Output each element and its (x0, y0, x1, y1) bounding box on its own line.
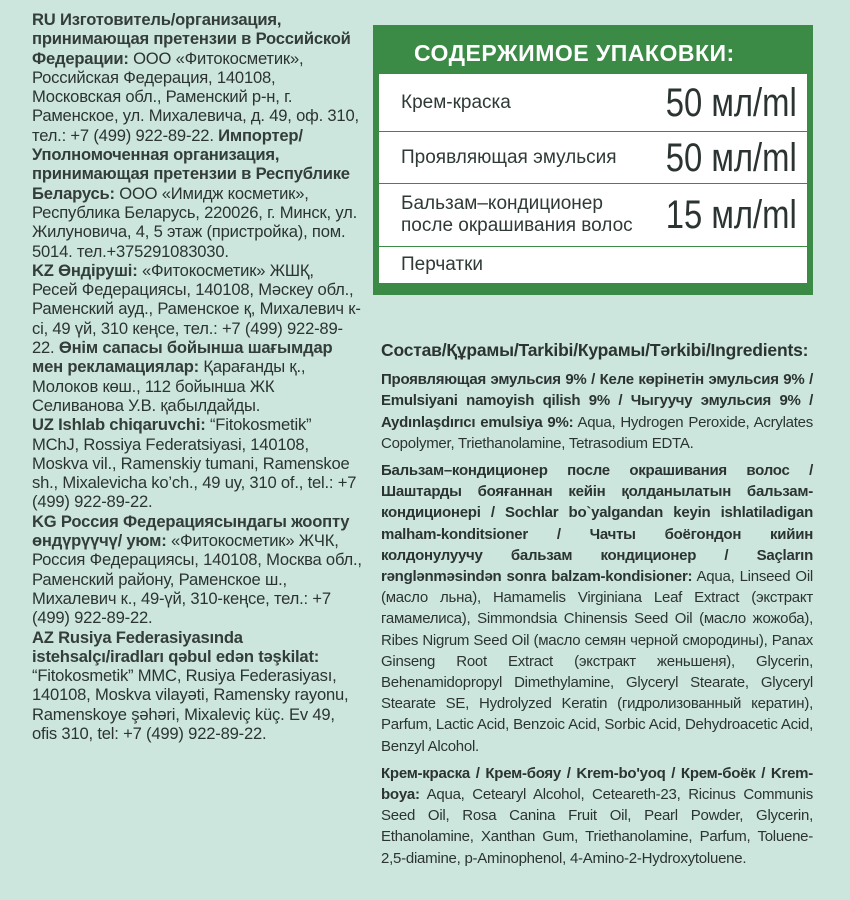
package-item-qty: 15 мл/ml (665, 193, 797, 237)
package-item-name: Перчатки (401, 253, 484, 275)
ingredients-title: Состав/Құрамы/Tarkibi/Курамы/Tərkibi/Ingredients: (381, 340, 809, 360)
az-label: AZ Rusiya Federasiyasında istehsalçı/iradları qəbul edən təşkilat: (32, 627, 320, 666)
ru-importer-text: ООО «Имидж косметик», Республика Беларусь, 220026, г. Минск, ул. Жилуновича, 4, 5 этаж (пристройка), пом. 5014. тел.+375291083030. (32, 183, 357, 261)
ingredients-section (381, 340, 813, 875)
kg-label: KG Россия Федерациясындагы жоопту өндүрүүчү/ уюм: (32, 511, 350, 551)
kg-block (32, 512, 362, 628)
kz-claims-label: Өнім сапасы бойынша шағымдар мен рекламациялар: (32, 338, 333, 377)
kz-label: KZ Өндіруші: (32, 260, 138, 280)
emulsion-ingredients (381, 369, 813, 454)
uz-label: UZ Ishlab chiqaruvchi: (32, 415, 206, 435)
kg-text: «Фитокосметик» ЖЧК, Россия Федерациясы, 140108, Москва обл., Раменский району, Раменское ш., Михалевич к., 49-үй, 310-кеңсе, тел.: +7 (499) 922-89-22. (32, 531, 362, 628)
manufacturer-info (32, 10, 362, 743)
package-item (379, 184, 807, 247)
package-item-qty: 50 мл/ml (665, 80, 797, 125)
cream-label: Крем-краска / Крем-бояу / Krem-bo'yoq / Крем-боёк / Krem-boya: (381, 764, 813, 804)
package-item-name: Бальзам–кондиционер после окрашивания волос (401, 193, 633, 236)
package-contents-title: СОДЕРЖИМОЕ УПАКОВКИ: (414, 40, 735, 66)
package-item-name: Крем-краска (401, 91, 511, 113)
balm-ingredients (381, 460, 813, 757)
package-contents-box (373, 25, 813, 295)
balm-text: Aqua, Linseed Oil (масло льна), Hamamelis Virginiana Leaf Extract (экстракт гамамелиса), Simmondsia Chinensis Seed Oil (масло жожоба), Ribes Nigrum Seed Oil (масло семян черной смородины), Panax Ginseng Root Extract (экстракт женьшеня), Glycerin, Behenamidopropyl Dimethylamine, Glyceryl Stearate, Glyceryl Stearate SE, Hydrolyzed Keratin (гидролизованный кератин), Parfum, Lactic Acid, Benzoic Acid, Sorbic Acid, Dehydroacetic Acid, Benzyl Alcohol. (381, 568, 814, 755)
balm-label: Бальзам–кондиционер после окрашивания волос / Шаштарды бояғаннан кейін қолданылатын бальзам-кондиционері / Sochlar bo`yalgandan keyin ishlatiladigan malham-konditsioner / Чачты боёгондон кийин колдонулуучу бальзам кондиционер / Saçların rənglənməsindən sonra balzam-kondisioner: (381, 462, 813, 586)
kz-text: «Фитокосметик» ЖШҚ, Ресей Федерациясы, 140108, Мәскеу обл., Раменский ауд., Раменское қ, Михалевич к-сі, 49 үй, 310 кеңсе, тел.: +7 (499) 922-89-22. (32, 260, 361, 358)
emulsion-label: Проявляющая эмульсия 9% / Келе көрінетін эмульсия 9% / Emulsiyani namoyish qilish 9% / Чыгуучу эмульсия 9% / Aydınlaşdırıcı emulsiya 9%: (381, 371, 813, 431)
ru-block (32, 10, 362, 261)
az-block (32, 628, 362, 744)
kz-block (32, 261, 362, 415)
az-text: “Fitokosmetik” MMC, Rusiya Federasiyası, 140108, Moskva vilayəti, Ramensky rayonu, Ramenskoye şəhəri, Mixaleviç küç. Ev 49, ofis 310, tel: +7 (499) 922-89-22. (32, 666, 349, 743)
package-item (379, 132, 807, 184)
cream-text: Aqua, Cetearyl Alcohol, Ceteareth-23, Ricinus Communis Seed Oil, Rosa Canina Fruit Oil, Pearl Powder, Glycerin, Ethanolamine, Xanthan Gum, Triethanolamine, Parfum, Toluene-2,5-diamine, p-Aminophenol, 4-Amino-2-Hydroxytoluene. (381, 786, 814, 867)
package-item (379, 74, 807, 132)
package-item-name: Проявляющая эмульсия (401, 146, 617, 168)
ru-text: ООО «Фитокосметик», Российская Федерация, 140108, Московская обл., Раменский р-н, г. Раменское, ул. Михалевича, д. 49, оф. 310, тел.: +7 (499) 922-89-22. (32, 48, 359, 145)
package-item-qty: 50 мл/ml (665, 135, 797, 180)
kz-claims-text: Қарағанды қ., Молоков көш., 112 бойынша ЖК Селиванова У.В. қабылдайды. (32, 357, 306, 415)
cream-ingredients (381, 763, 813, 869)
package-contents-list (379, 74, 807, 283)
ru-label: RU Изготовитель/организация, принимающая претензии в Российской Федерации: (32, 10, 351, 68)
ru-importer-label: Импортер/ Уполномоченная организация, принимающая претензии в Республике Беларусь: (32, 125, 350, 203)
uz-text: “Fitokosmetik” MChJ, Rossiya Federatsiyasi, 140108, Moskva vil., Ramenskiy tumani, Ramenskoe sh., Mixalevicha ko’ch., 49 uy, 310 of., tel.: +7 (499) 922-89-22. (32, 415, 357, 512)
emulsion-text: Aqua, Hydrogen Peroxide, Acrylates Copolymer, Triethanolamine, Tetrasodium EDTA. (381, 413, 813, 452)
package-item (379, 247, 807, 282)
uz-block (32, 415, 362, 511)
